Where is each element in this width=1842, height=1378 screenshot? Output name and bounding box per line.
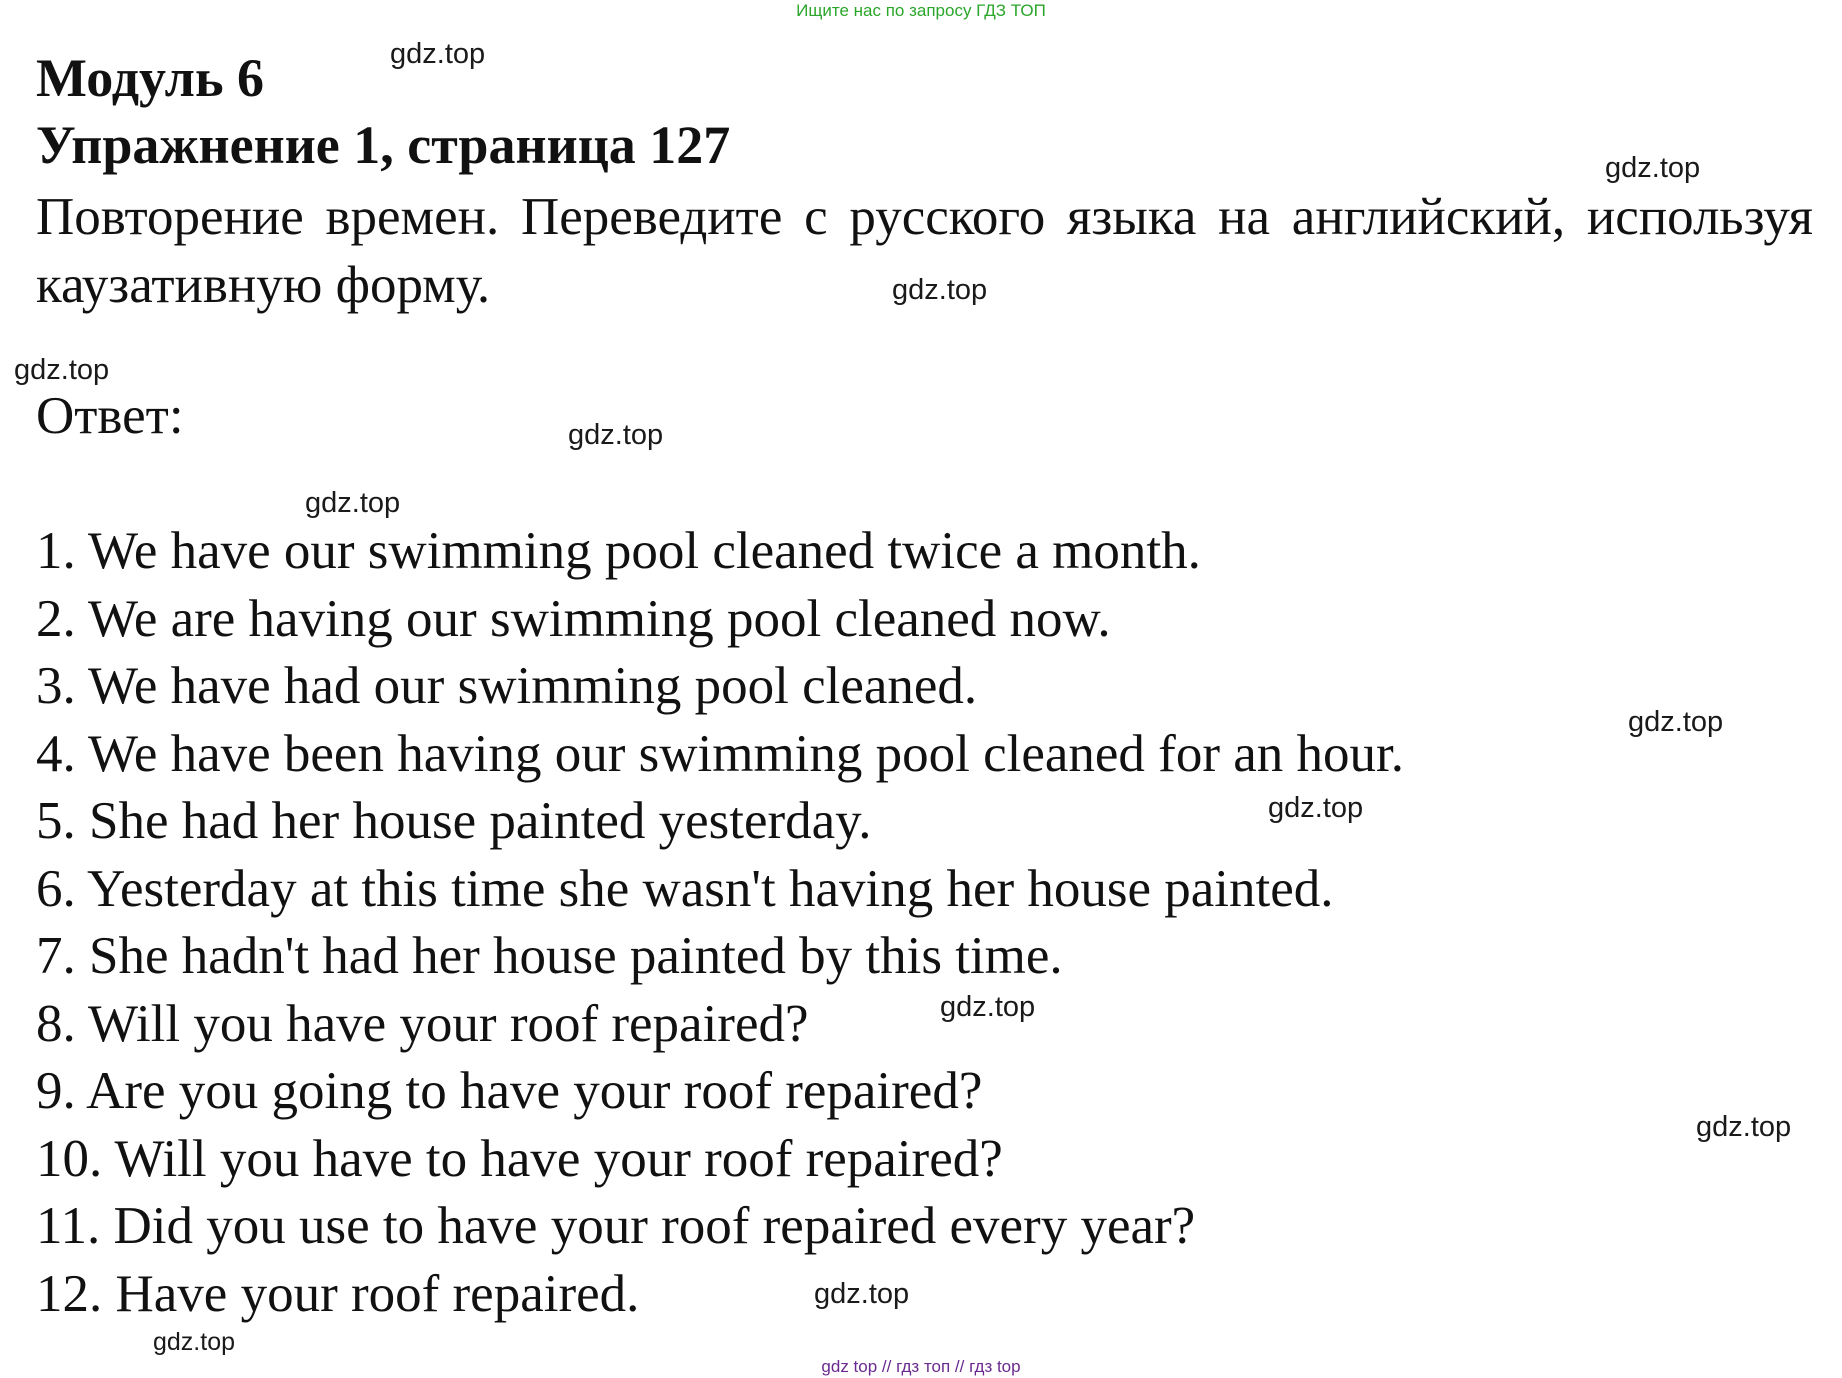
watermark: gdz.top xyxy=(814,1278,910,1310)
watermark: gdz.top xyxy=(1605,152,1701,184)
exercise-title: Упражнение 1, страница 127 xyxy=(36,115,731,175)
answer-list xyxy=(36,518,1404,1328)
watermark: gdz.top xyxy=(1628,706,1724,738)
answer-item: 11. Did you use to have your roof repaired every year? xyxy=(36,1197,1196,1255)
answer-item: 3. We have had our swimming pool cleaned. xyxy=(36,657,978,715)
top-banner: Ищите нас по запросу ГДЗ ТОП xyxy=(796,1,1046,20)
watermark: gdz.top xyxy=(892,274,988,306)
watermark: gdz.top xyxy=(568,419,664,451)
module-title: Модуль 6 xyxy=(36,48,265,108)
answer-item: 1. We have our swimming pool cleaned twice a month. xyxy=(36,522,1201,580)
answer-item: 5. She had her house painted yesterday. xyxy=(36,792,872,850)
answer-item: 2. We are having our swimming pool cleaned now. xyxy=(36,589,1111,648)
answer-item: 6. Yesterday at this time she wasn't having her house painted. xyxy=(36,859,1334,918)
task-instructions: Повторение времен. Переведите с русского языка на английский, используя каузативную форму. xyxy=(36,188,1813,314)
answer-item: 8. Will you have your roof repaired? xyxy=(36,994,809,1053)
answer-item: 9. Are you going to have your roof repaired? xyxy=(36,1062,983,1120)
watermark: gdz.top xyxy=(940,991,1036,1023)
answer-item: 7. She hadn't had her house painted by this time. xyxy=(36,927,1063,985)
watermark: gdz.top xyxy=(153,1328,236,1356)
answer-item: 10. Will you have to have your roof repaired? xyxy=(36,1129,1003,1188)
answer-item: 12. Have your roof repaired. xyxy=(36,1264,640,1323)
watermark: gdz.top xyxy=(14,354,110,386)
watermark: gdz.top xyxy=(305,487,401,519)
watermark: gdz.top xyxy=(1696,1111,1792,1143)
watermark: gdz.top xyxy=(1268,792,1364,824)
watermark: gdz.top xyxy=(390,38,486,70)
answer-label: Ответ: xyxy=(36,387,184,445)
footer-links: gdz top // гдз топ // гдз top xyxy=(821,1357,1021,1376)
answer-item: 4. We have been having our swimming pool cleaned for an hour. xyxy=(36,724,1404,783)
